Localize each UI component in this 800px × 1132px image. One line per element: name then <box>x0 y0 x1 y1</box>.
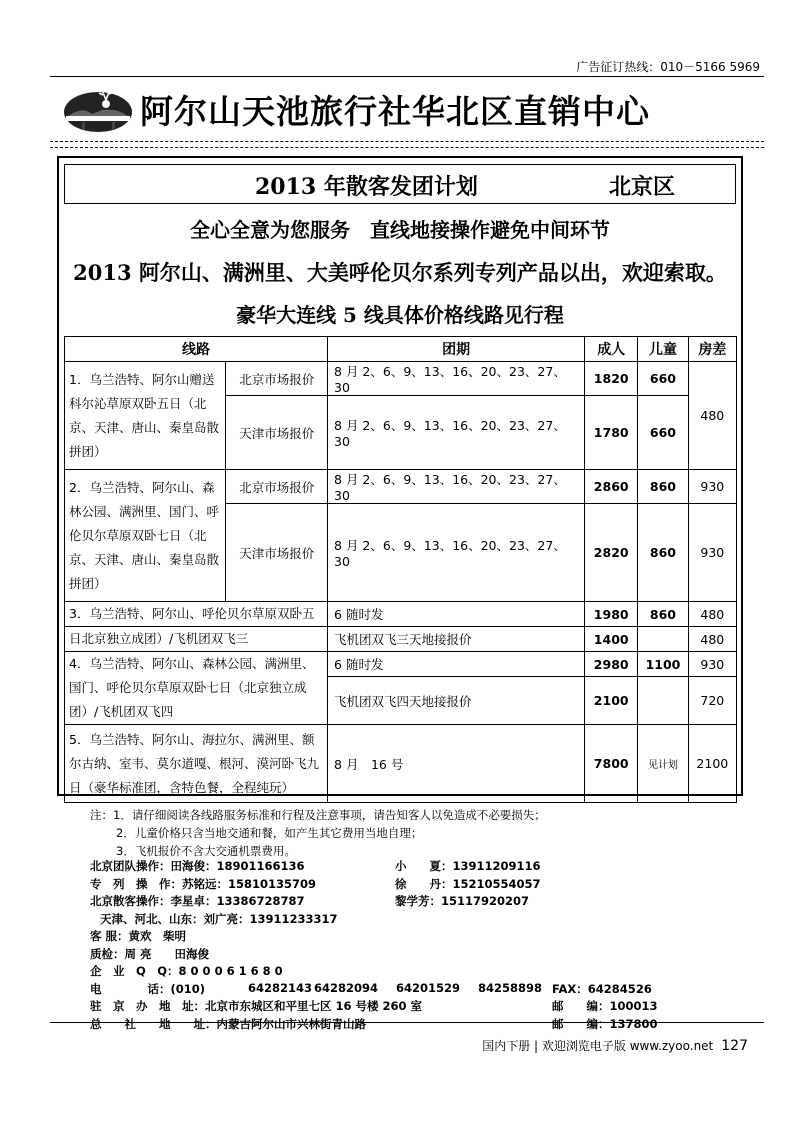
contact-phone-3: 64201529 <box>396 980 461 995</box>
note-3: 3．飞机报价不含大交通机票费用。 <box>116 844 296 858</box>
route-3-flight-child <box>638 627 688 652</box>
route-4-flight: 飞机团双飞四天地接报价 <box>328 677 585 725</box>
route-2-child-bj: 860 <box>638 470 688 504</box>
dashed-rule <box>50 147 764 148</box>
deer-logo-icon <box>62 86 134 134</box>
header-dates: 团期 <box>328 337 585 362</box>
table-row <box>65 627 737 652</box>
routes-table <box>64 336 737 803</box>
route-2-desc: 2．乌兰浩特、阿尔山、森林公园、满洲里、国门、呼伦贝尔草原双卧七日（北京、天津、唐山、秦皇岛散拼团） <box>65 470 226 602</box>
slogan-routes: 豪华大连线 5 线具体价格线路见行程 <box>236 303 564 327</box>
route-3-flight-room: 480 <box>688 627 736 652</box>
contact-office-address: 驻 京 办 地 址：北京市东城区和平里七区 16 号楼 260 室 <box>90 999 423 1013</box>
route-1-child-bj: 660 <box>638 362 688 396</box>
plan-region: 北京区 <box>608 175 675 200</box>
route-1-dates-bj: 8 月 2、6、9、13、16、20、23、27、30 <box>328 362 585 396</box>
route-3-dates: 6 随时发 <box>328 602 585 627</box>
contact-hq-address: 总 社 地 址：内蒙古阿尔山市兴林街青山路 <box>90 1016 366 1031</box>
dashed-rule <box>50 141 764 142</box>
table-row <box>65 470 737 504</box>
contact-phone-1: 64282143 <box>248 980 313 995</box>
contact-zhijian: 质检：周 亮 田海俊 <box>90 946 210 961</box>
contact-zhuanlie: 专 列 操 作：苏铭远：15810135709 <box>90 876 317 891</box>
header-adult: 成人 <box>585 337 638 362</box>
footer-text: 国内下册 | 欢迎浏览电子版 www.zyoo.net <box>482 1039 714 1053</box>
contact-tianjin: 天津、河北、山东：刘广亮：13911233317 <box>100 911 338 926</box>
note-2: 2．儿童价格只含当地交通和餐，如产生其它费用当地自理； <box>116 826 423 840</box>
notes <box>90 806 546 860</box>
slogan-service: 全心全意为您服务 直线地接操作避免中间环节 <box>190 218 610 242</box>
route-3-desc-line1: 3．乌兰浩特、阿尔山、呼伦贝尔草原双卧五 <box>65 602 328 627</box>
page-number: 127 <box>721 1038 748 1054</box>
contact-phone-label: 电 话：(010) <box>90 981 206 996</box>
contact-fax: FAX：64284526 <box>552 981 652 996</box>
route-4-adult: 2980 <box>585 652 638 677</box>
route-1-room: 480 <box>688 362 736 470</box>
route-2-dates-tj: 8 月 2、6、9、13、16、20、23、27、30 <box>328 504 585 602</box>
route-4-flight-room: 720 <box>688 677 736 725</box>
table-header-row <box>65 337 737 362</box>
table-row <box>65 725 737 803</box>
footer <box>482 1037 748 1054</box>
route-2-adult-bj: 2860 <box>585 470 638 504</box>
route-5-dates: 8 月 16 号 <box>328 725 585 803</box>
route-4-flight-child <box>638 677 688 725</box>
contacts <box>90 858 730 1033</box>
footer-rule <box>50 1022 764 1023</box>
route-3-flight: 飞机团双飞三天地接报价 <box>328 627 585 652</box>
route-1-adult-tj: 1780 <box>585 396 638 470</box>
route-3-desc-line2: 日北京独立成团）/飞机团双飞三 <box>65 627 328 652</box>
route-4-desc: 4．乌兰浩特、阿尔山、森林公园、满洲里、国门、呼伦贝尔草原双卧七日（北京独立成团）/飞机团双飞四 <box>65 652 328 725</box>
top-rule <box>50 76 764 77</box>
slogan-products: 2013 阿尔山、满洲里、大美呼伦贝尔系列专列产品以出，欢迎索取。 <box>73 260 727 285</box>
contact-phone-4: 84258898 <box>478 980 543 995</box>
company-name: 阿尔山天池旅行社华北区直销中心 <box>140 92 650 131</box>
contact-xiaoxia: 小 夏：13911209116 <box>395 859 541 873</box>
ad-hotline: 广告征订热线：010－5166 5969 <box>576 60 760 74</box>
note-1: 注：1．请仔细阅读各线路服务标准和行程及注意事项，请告知客人以免造成不必要损失； <box>90 808 546 822</box>
route-2-child-tj: 860 <box>638 504 688 602</box>
table-row <box>65 362 737 396</box>
table-row <box>65 602 737 627</box>
contact-bj-sanke: 北京散客操作：李星卓：13386728787 <box>90 894 305 908</box>
contact-kefu: 客 服：黄欢 柴明 <box>90 929 187 943</box>
route-1-desc: 1．乌兰浩特、阿尔山赠送科尔沁草原双卧五日（北京、天津、唐山、秦皇岛散拼团） <box>65 362 226 470</box>
title-bar <box>64 164 736 204</box>
route-2-market-tj: 天津市场报价 <box>226 504 328 602</box>
route-5-desc: 5．乌兰浩特、阿尔山、海拉尔、满洲里、额尔古纳、室韦、莫尔道嘎、根河、漠河卧飞九日（豪华标准团，含特色餐，全程纯玩） <box>65 725 328 803</box>
route-3-child: 860 <box>638 602 688 627</box>
header-child: 儿童 <box>638 337 688 362</box>
route-2-dates-bj: 8 月 2、6、9、13、16、20、23、27、30 <box>328 470 585 504</box>
contact-phone-2: 64282094 <box>314 980 379 995</box>
route-2-market-bj: 北京市场报价 <box>226 470 328 504</box>
table-row <box>65 652 737 677</box>
route-3-adult: 1980 <box>585 602 638 627</box>
route-1-child-tj: 660 <box>638 396 688 470</box>
contact-office-post: 邮 编：100013 <box>552 999 658 1013</box>
route-3-room: 480 <box>688 602 736 627</box>
route-2-room-bj: 930 <box>688 470 736 504</box>
route-4-dates: 6 随时发 <box>328 652 585 677</box>
contact-xudan: 徐 丹：15210554057 <box>395 876 541 891</box>
header-route: 线路 <box>65 337 328 362</box>
route-2-adult-tj: 2820 <box>585 504 638 602</box>
route-3-flight-adult: 1400 <box>585 627 638 652</box>
route-5-adult: 7800 <box>585 725 638 803</box>
route-5-room: 2100 <box>688 725 736 803</box>
header-room: 房差 <box>688 337 736 362</box>
route-1-adult-bj: 1820 <box>585 362 638 396</box>
plan-title: 2013 年散客发团计划 <box>255 174 478 200</box>
route-2-room-tj: 930 <box>688 504 736 602</box>
plan-frame <box>57 156 743 796</box>
route-1-dates-tj: 8 月 2、6、9、13、16、20、23、27、30 <box>328 396 585 470</box>
route-5-child: 见计划 <box>638 725 688 803</box>
route-4-child: 1100 <box>638 652 688 677</box>
route-4-flight-adult: 2100 <box>585 677 638 725</box>
contact-hq-post: 邮 编：137800 <box>552 1016 658 1031</box>
route-4-room: 930 <box>688 652 736 677</box>
contact-bj-team: 北京团队操作：田海俊：18901166136 <box>90 859 305 873</box>
route-1-market-tj: 天津市场报价 <box>226 396 328 470</box>
contact-li-xuefang: 黎学芳：15117920207 <box>395 894 530 908</box>
contact-qq: 企 业 Q Q：8 0 0 0 6 1 6 8 0 <box>90 964 283 978</box>
route-1-market-bj: 北京市场报价 <box>226 362 328 396</box>
